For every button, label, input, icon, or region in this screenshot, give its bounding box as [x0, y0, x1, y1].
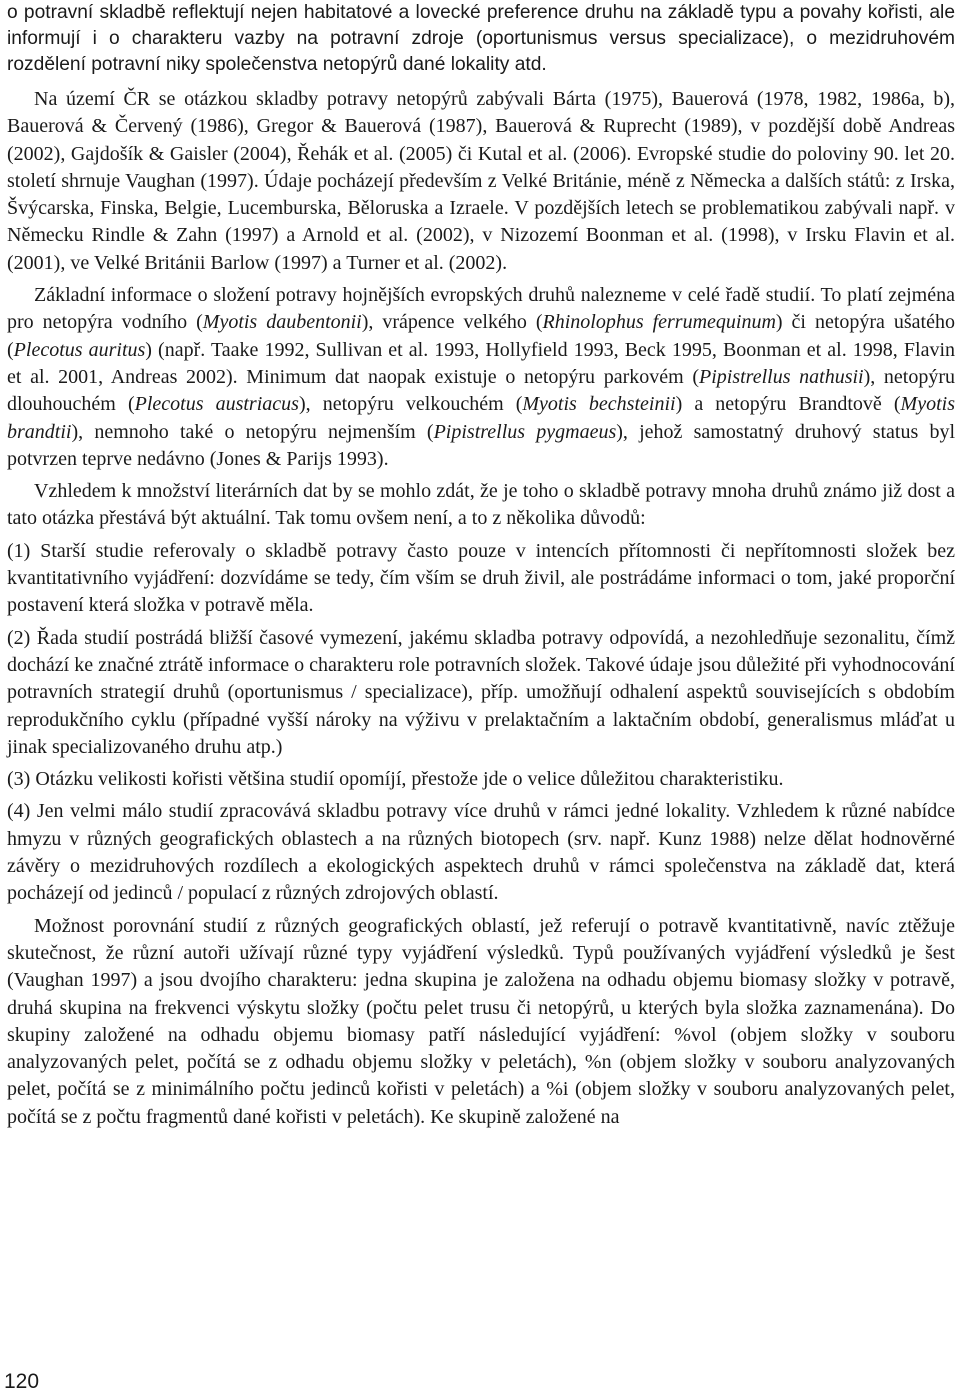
text-run: (3) Otázku velikosti kořisti většina studií opomíjí, přestože jde o velice důležitou charakteristiku.	[7, 768, 784, 791]
text-run: ), netopýru dlouhouchém (	[7, 365, 955, 416]
text-run: ) a netopýru Brandtově (	[675, 393, 901, 416]
page-number: 120	[4, 1370, 40, 1393]
paragraph-comparison	[7, 913, 955, 1131]
text-run: Vzhledem k množství literárních dat by se mohlo zdát, že je toho o skladbě potravy mnoha druhů známo již dost a tato otázka přestává být aktuální. Tak tomu ovšem není, a to z několika důvodů:	[7, 480, 955, 530]
species-name: Pipistrellus nathusii	[699, 365, 864, 388]
species-name: Myotis bechsteinii	[522, 393, 676, 416]
text-run: ), vrápence velkého (	[361, 311, 543, 334]
list-item-2	[7, 625, 955, 761]
text-run: ), netopýru velkouchém (	[298, 393, 523, 416]
paragraph-intro	[7, 0, 955, 78]
paragraph-european-species	[7, 282, 955, 473]
text-run: ) či netopýra ušatého (	[7, 311, 955, 361]
text-run: Základní informace o složení potravy hojnějších evropských druhů nalezneme v celé řadě studií. To platí zejména pro netopýra vodního (	[7, 284, 955, 334]
text-run: ), jehož samostatný druhový status byl potvrzen teprve nedávno (Jones & Parijs 1993).	[7, 420, 956, 470]
paragraph-literature-cz	[7, 86, 955, 277]
list-item-3	[7, 766, 955, 793]
species-name: Pipistrellus pygmaeus	[433, 420, 617, 443]
text-run: o potravní skladbě reflektují nejen habitatové a lovecké preference druhu na základě typu a povahy kořisti, ale informují i o charakteru vazby na potravní zdroje (oportunismus versus specializace), o mezidruhovém rozdělení potravní niky společenstva netopýrů dané lokality atd.	[7, 2, 955, 75]
list-item-1	[7, 538, 955, 620]
text-run: (2) Řada studií postrádá bližší časové vymezení, jakému skladba potravy odpovídá, a nezohledňuje sezonalitu, čímž dochází ke značné ztrátě informace o charakteru role potravních složek. Takové údaje jsou důležité při vyhodnocování potravních strategií druhů (oportunismus / specializace), příp. umožňují odhalení aspektů souvisejících s obdobím reprodukčního cyklu (případné vyšší nároky na výživu v prelaktačním a laktačním období, generalismus mláďat u jinak specializovaného druhu atp.)	[7, 626, 955, 758]
text-run: ), nemnoho také o netopýru nejmenším (	[71, 420, 434, 443]
text-run: ) (např. Taake 1992, Sullivan et al. 1993, Hollyfield 1993, Beck 1995, Boonman et al. 1998, Flavin et al. 2001, Andreas 2002). Minimum dat naopak existuje o netopýru parkovém (	[7, 338, 955, 388]
species-name: Myotis brandtii	[7, 393, 955, 443]
paragraph-reasons-intro	[7, 478, 955, 533]
list-item-4	[7, 798, 955, 907]
text-run: (4) Jen velmi málo studií zpracovává skladbu potravy více druhů v rámci jedné lokality. Vzhledem k různé nabídce hmyzu v různých geografických oblastech a na různých biotopech (srv. např. Kunz 1988) nelze dělat hodnověrné závěry o mezidruhových rozdílech a ekologických aspektech druhů v rámci společenstva na základě dat, která pocházejí od jedinců / populací z různých zdrojových oblastí.	[7, 800, 955, 905]
text-run: Na území ČR se otázkou skladby potravy netopýrů zabývali Bárta (1975), Bauerová (1978, 1982, 1986a, b), Bauerová & Červený (1986), Gregor & Bauerová (1987), Bauerová & Ruprecht (1989), v pozdější době Andreas (2002), Gajdošík & Gaisler (2004), Řehák et al. (2005) či Kutal et al. (2006). Evropské studie do poloviny 90. let 20. století shrnuje Vaughan (1997). Údaje pocházejí především z Velké Británie, méně z Německa a dalších států: z Irska, Švýcarska, Finska, Belgie, Lucemburska, Běloruska a Izraele. V pozdějších letech se problematikou zabývali např. v Německu Rindle & Zahn (1997) a Arnold et al. (2002), v Nizozemí Boonman et al. (1998), v Irsku Flavin et al. (2001), ve Velké Británii Barlow (1997) a Turner et al. (2002).	[7, 88, 955, 274]
species-name: Plecotus auritus	[13, 338, 146, 361]
text-run: Možnost porovnání studií z různých geografických oblastí, jež referují o potravě kvantitativně, navíc ztěžuje skutečnost, že různí autoři užívají různé typy vyjádření výsledků. Typů používaných vyjádření výsledků je šest (Vaughan 1997) a jsou dvojího charakteru: jedna skupina je založena na odhadu objemu biomasy složky v potravě, druhá skupina na frekvenci výskytu složky (počtu pelet trusu či netopýrů, u kterých byla složka zaznamenána). Do skupiny založené na odhadu objemu biomasy patří následující vyjádření: %vol (objem složky v souboru analyzovaných pelet, počítá se z odhadu objemu složky v peletách), %n (objem složky v souboru analyzovaných pelet, počítá se z minimálního počtu jedinců kořisti v peletách) a %i (objem složky v souboru analyzovaných pelet, počítá se z počtu fragmentů dané kořisti v peletách). Ke skupině založené na	[7, 914, 955, 1128]
species-name: Myotis daubentonii	[202, 311, 362, 334]
species-name: Plecotus austriacus	[134, 393, 299, 416]
document-page	[7, 0, 955, 1136]
species-name: Rhinolophus ferrumequinum	[542, 311, 776, 334]
text-run: (1) Starší studie referovaly o skladbě potravy často pouze v intencích přítomnosti či nepřítomnosti složek bez kvantitativního vyjádření: dozvídáme se tedy, čím vším se druh živil, ale postrádáme informaci o tom, jaké proporční postavení která složka v potravě měla.	[7, 539, 955, 617]
